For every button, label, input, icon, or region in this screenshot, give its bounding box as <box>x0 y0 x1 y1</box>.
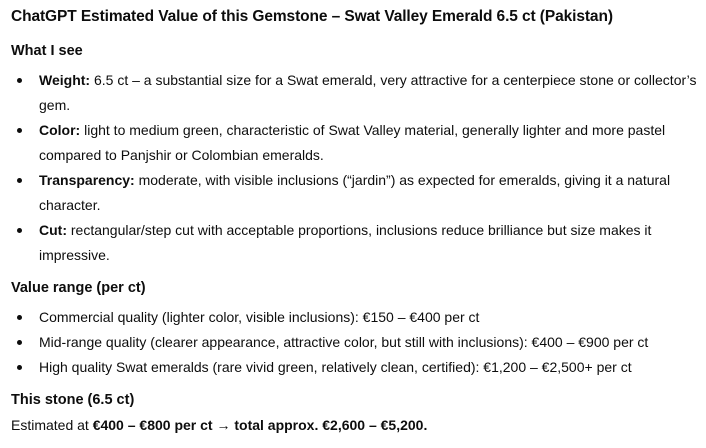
list-item-high-quality <box>11 355 701 380</box>
list-item-color <box>11 118 701 168</box>
item-label: Weight: <box>39 72 91 88</box>
bullet-icon <box>17 178 22 183</box>
bullet-icon <box>17 78 22 83</box>
item-label: Color: <box>39 122 81 138</box>
value-range-list <box>11 305 701 380</box>
bullet-icon <box>17 365 22 370</box>
bullet-icon <box>17 315 22 320</box>
observation-list <box>11 68 701 268</box>
list-item-weight <box>11 68 701 118</box>
item-label: Cut: <box>39 222 67 238</box>
item-text: 6.5 ct – a substantial size for a Swat emerald, very attractive for a centerpiece stone or collector’s gem. <box>39 72 697 113</box>
item-text: Mid-range quality (clearer appearance, attractive color, but still with inclusions): €400 – €900 per ct <box>39 334 649 350</box>
section-heading-what-i-see: What I see <box>11 43 83 59</box>
item-text: moderate, with visible inclusions (“jardin”) as expected for emeralds, giving it a natural character. <box>39 172 671 213</box>
item-text: light to medium green, characteristic of Swat Valley material, generally lighter and more pastel compared to Panjshir or Colombian emeralds. <box>39 122 666 163</box>
section-heading-value-range: Value range (per ct) <box>11 280 146 296</box>
estimate-value: €400 – €800 per ct → total approx. €2,600 – €5,200. <box>92 417 428 433</box>
item-text: High quality Swat emeralds (rare vivid green, relatively clean, certified): €1,200 – €2,500+ per ct <box>39 359 632 375</box>
item-label: Transparency: <box>39 172 135 188</box>
list-item-commercial <box>11 305 701 330</box>
item-text: rectangular/step cut with acceptable proportions, inclusions reduce brilliance but size makes it impressive. <box>39 222 652 263</box>
list-item-mid-range <box>11 330 701 355</box>
page-title: ChatGPT Estimated Value of this Gemstone – Swat Valley Emerald 6.5 ct (Pakistan) <box>11 8 613 25</box>
bullet-icon <box>17 340 22 345</box>
bullet-icon <box>17 228 22 233</box>
estimate-prefix: Estimated at <box>11 417 93 433</box>
bullet-icon <box>17 128 22 133</box>
list-item-cut <box>11 218 701 268</box>
estimate-line <box>11 417 427 433</box>
section-heading-this-stone: This stone (6.5 ct) <box>11 392 135 408</box>
list-item-transparency <box>11 168 701 218</box>
item-text: Commercial quality (lighter color, visible inclusions): €150 – €400 per ct <box>39 309 480 325</box>
